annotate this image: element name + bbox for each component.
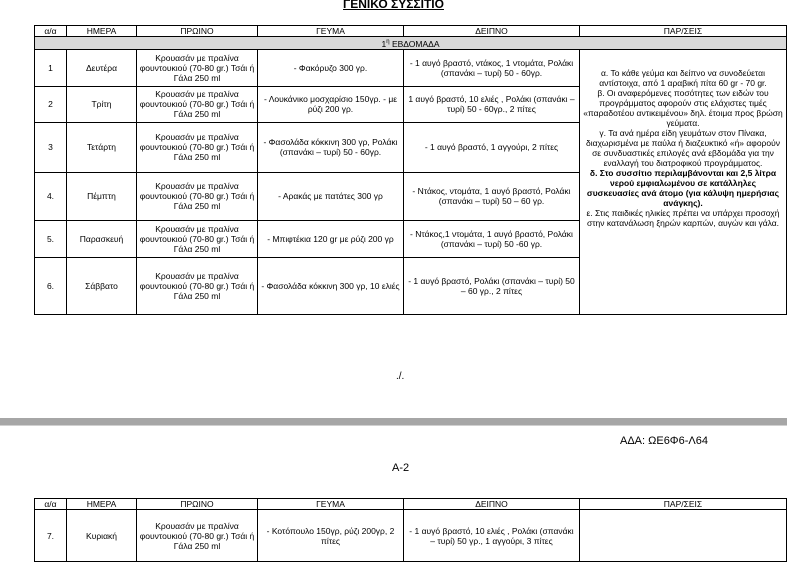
row-breakfast: Κρουασάν με πραλίνα φουντουκιού (70-80 gr.) Τσάι ή Γάλα 250 ml: [137, 220, 258, 257]
col-aa: α/α: [35, 499, 67, 510]
note-d: δ. Στο συσσίτιο περιλαμβάνονται και 2,5 λίτρα νερού εμφιαλωμένου σε κατάλληλες συσκευασίες ανά άτομο (για κάλυψη ημερήσιας ανάγκης).: [586, 167, 780, 208]
row-remarks: [580, 510, 787, 562]
page-break-line: [0, 425, 787, 426]
row-dinner: - Ντάκος,1 ντομάτα, 1 αυγό βραστό, Ρολάκι (σπανάκι – τυρί) 50 -60 γρ.: [404, 220, 580, 257]
row-breakfast: Κρουασάν με πραλίνα φουντουκιού (70-80 gr.) Τσάι ή Γάλα 250 ml: [137, 510, 258, 562]
row-day: Τετάρτη: [67, 122, 137, 172]
week-row: [35, 37, 787, 50]
note-c: γ. Τα ανά ημέρα είδη γευμάτων στον Πίνακα, διαχωρισμένα με παύλα ή διαζευκτικό «ή» αφορούν σε συνδυαστικές επιλογές ανά εβδομάδα για την εναλλαγή του διατροφικού προγράμματος.: [585, 127, 781, 168]
end-mark: ./.: [396, 371, 405, 382]
row-number: 4.: [35, 172, 67, 220]
col-day: ΗΜΕΡΑ: [67, 26, 137, 37]
remarks-cell: [580, 49, 787, 314]
row-lunch: - Μπιφτέκια 120 gr με ρύζι 200 γρ: [258, 220, 404, 257]
meal-table: [34, 25, 787, 315]
note-a: α. Το κάθε γεύμα και δείπνο να συνοδεύεται αντίστοιχα, από 1 αραβική πίτα 60 gr - 70 gr.: [599, 67, 767, 88]
col-remarks: ΠΑΡ/ΣΕΙΣ: [580, 26, 787, 37]
row-dinner: - Ντάκος, ντομάτα, 1 αυγό βραστό, Ρολάκι (σπανάκι – τυρί) 50 – 60 γρ.: [404, 172, 580, 220]
row-dinner: - 1 αυγό βραστό, 1 αγγούρι, 2 πίτες: [404, 122, 580, 172]
header-row: [35, 499, 787, 510]
page-label: Α-2: [392, 462, 410, 474]
row-dinner: - 1 αυγό βραστό, ντάκος, 1 ντομάτα, Ρολάκι (σπανάκι – τυρί) 50 - 60γρ.: [404, 49, 580, 86]
row-breakfast: Κρουασάν με πραλίνα φουντουκιού (70-80 gr.) Τσάι ή Γάλα 250 ml: [137, 86, 258, 122]
row-breakfast: Κρουασάν με πραλίνα φουντουκιού (70-80 gr.) Τσάι ή Γάλα 250 ml: [137, 49, 258, 86]
row-number: 1: [35, 49, 67, 86]
page-title: ΓΕΝΙΚΟ ΣΥΣΣΙΤΙΟ: [343, 0, 444, 11]
row-day: Δευτέρα: [67, 49, 137, 86]
col-lunch: ΓΕΥΜΑ: [258, 26, 404, 37]
row-number: 3: [35, 122, 67, 172]
row-number: 6.: [35, 257, 67, 314]
col-day: ΗΜΕΡΑ: [67, 499, 137, 510]
row-lunch: - Κοτόπουλο 150γρ, ρύζι 200γρ, 2 πίτες: [258, 510, 404, 562]
row-dinner: - 1 αυγό βραστό, Ρολάκι (σπανάκι – τυρί) 50 – 60 γρ., 2 πίτες: [404, 257, 580, 314]
col-breakfast: ΠΡΩΙΝΟ: [137, 26, 258, 37]
row-number: 2: [35, 86, 67, 122]
col-dinner: ΔΕΙΠΝΟ: [404, 499, 580, 510]
table-row: [35, 510, 787, 562]
table-row: [35, 49, 787, 86]
row-breakfast: Κρουασάν με πραλίνα φουντουκιού (70-80 gr.) Τσάι ή Γάλα 250 ml: [137, 172, 258, 220]
row-lunch: - Φασολάδα κόκκινη 300 γρ, 10 ελιές: [258, 257, 404, 314]
row-breakfast: Κρουασάν με πραλίνα φουντουκιού (70-80 gr.) Τσάι ή Γάλα 250 ml: [137, 122, 258, 172]
row-day: Κυριακή: [67, 510, 137, 562]
note-b: β. Οι αναφερόμενες ποσότητες των ειδών του προγράμματος αφορούν στις ελάχιστες τιμές «παραδοτέου αντικειμένου» δηλ. έτοιμα προς βρώση γεύματα.: [583, 87, 783, 128]
row-lunch: - Λουκάνικο μοσχαρίσιο 150γρ. - με ρύζι 200 γρ.: [258, 86, 404, 122]
row-day: Πέμπτη: [67, 172, 137, 220]
row-number: 5.: [35, 220, 67, 257]
col-lunch: ΓΕΥΜΑ: [258, 499, 404, 510]
row-dinner: 1 αυγό βραστό, 10 ελιές , Ρολάκι (σπανάκι – τυρί) 50 - 60γρ., 2 πίτες: [404, 86, 580, 122]
col-breakfast: ΠΡΩΙΝΟ: [137, 499, 258, 510]
col-remarks: ΠΑΡ/ΣΕΙΣ: [580, 499, 787, 510]
col-aa: α/α: [35, 26, 67, 37]
row-breakfast: Κρουασάν με πραλίνα φουντουκιού (70-80 gr.) Τσάι ή Γάλα 250 ml: [137, 257, 258, 314]
row-lunch: - Φασολάδα κόκκινη 300 γρ, Ρολάκι (σπανάκι – τυρί) 50 - 60γρ.: [258, 122, 404, 172]
col-dinner: ΔΕΙΠΝΟ: [404, 26, 580, 37]
note-e: ε. Στις παιδικές ηλικίες πρέπει να υπάρχει προσοχή στην κατανάλωση ξηρών καρπών, αυγών και γάλα.: [586, 207, 780, 228]
page-break: [0, 418, 787, 425]
row-day: Παρασκευή: [67, 220, 137, 257]
row-lunch: - Αρακάς με πατάτες 300 γρ: [258, 172, 404, 220]
meal-table-continued: [34, 498, 787, 562]
week-label: $1^\eta$ ΕΒΔΟΜΑΔΑ: [35, 37, 787, 50]
header-row: [35, 26, 787, 37]
row-day: Σάββατο: [67, 257, 137, 314]
ada-code: ΑΔΑ: ΩΕ6Φ6-Λ64: [620, 435, 708, 447]
row-day: Τρίτη: [67, 86, 137, 122]
row-number: 7.: [35, 510, 67, 562]
row-dinner: - 1 αυγό βραστό, 10 ελιές , Ρολάκι (σπανάκι – τυρί) 50 γρ., 1 αγγούρι, 3 πίτες: [404, 510, 580, 562]
row-lunch: - Φακόρυζο 300 γρ.: [258, 49, 404, 86]
